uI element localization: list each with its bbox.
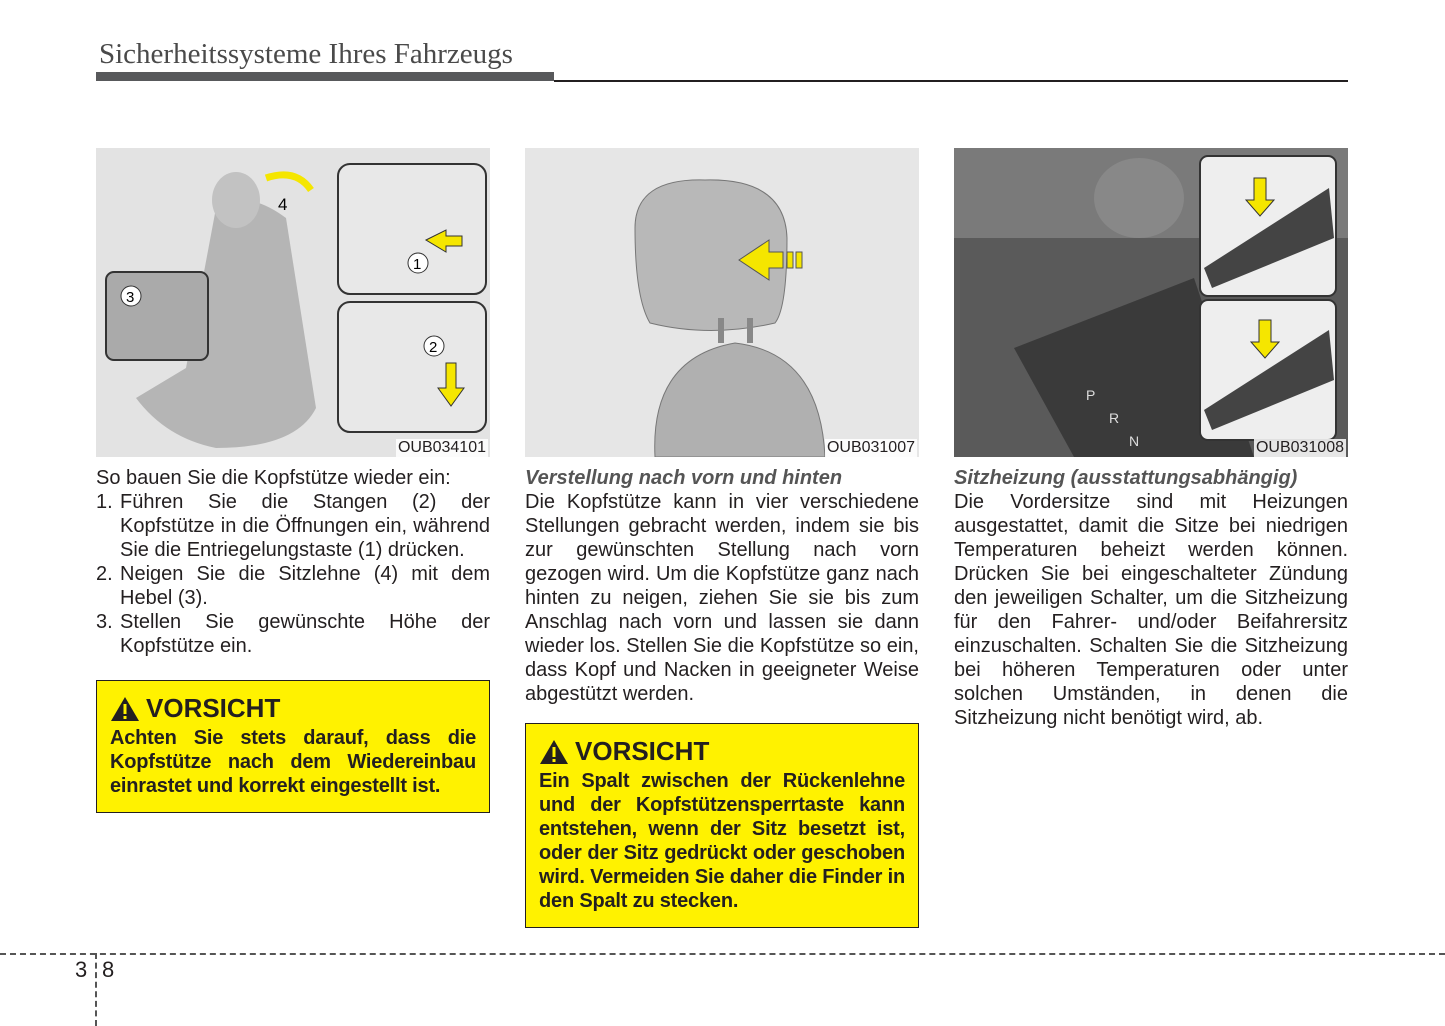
header-bar (96, 72, 554, 81)
steps-list (96, 490, 490, 658)
caution-title: VORSICHT (575, 736, 710, 766)
console-drawing (954, 148, 1348, 457)
gear-label: R (1109, 410, 1120, 426)
section-heading: Verstellung nach vorn und hinten (525, 467, 843, 489)
footer-divider (95, 953, 97, 1026)
column-headrest-adjust (525, 148, 919, 928)
column-headrest-install (96, 148, 490, 813)
headrest-drawing (525, 148, 919, 457)
seat-heater-photo (954, 148, 1348, 457)
header-rule (554, 80, 1348, 82)
headrest-illustration (525, 148, 919, 457)
list-item: 1. Führen Sie die Stangen (2) der Kopfstütze in die Öffnungen ein, während Sie die Entriegelungstaste (1) drücken. (96, 491, 490, 561)
callout-4: 4 (278, 195, 288, 214)
body-text: Die Vordersitze sind mit Heizungen ausgestattet, damit die Sitze bei niedrigen Temperaturen beheizt werden können. Drücken Sie bei eingeschalteter Zündung den jeweiligen Schalter, um die Sitzheizung für den Fahrer- und/oder Beifahrersitz einzuschalten. Schalten Sie die Sitzheizung bei höheren Temperaturen oder unter solchen Umständen, in denen die Sitzheizung nicht benötigt wird, ab. (954, 491, 1348, 729)
warning-icon (539, 739, 569, 765)
caution-title: VORSICHT (146, 693, 281, 723)
section-title: Sicherheitssysteme Ihres Fahrzeugs (99, 38, 513, 70)
caution-box (96, 680, 490, 813)
callout-2: 2 (429, 339, 438, 356)
callout-3: 3 (126, 289, 135, 306)
warning-icon (110, 696, 140, 722)
caution-text: Achten Sie stets darauf, dass die Kopfstütze nach dem Wiedereinbau einrastet und korrekt eingestellt ist. (110, 727, 476, 797)
intro-text: So bauen Sie die Kopfstütze wieder ein: (96, 467, 451, 489)
caution-text: Ein Spalt zwischen der Rückenlehne und der Kopfstützensperrtaste kann entstehen, wenn der Sitz besetzt ist, oder der Sitz gedrückt oder geschoben wird. Vermeiden Sie daher die Finder in den Spalt zu stecken. (539, 770, 905, 912)
section-heading: Sitzheizung (ausstattungsabhängig) (954, 467, 1298, 489)
caution-box (525, 723, 919, 928)
column-seat-heating (954, 148, 1348, 730)
image-code: OUB031008 (1255, 439, 1344, 456)
gear-label: P (1086, 387, 1096, 403)
list-item: 3. Stellen Sie gewünschte Höhe der Kopfstütze ein. (96, 611, 490, 657)
gear-label: N (1129, 433, 1140, 449)
body-text: Die Kopfstütze kann in vier verschiedene Stellungen gebracht werden, indem sie bis zur gewünschten Stellung nach vorn gezogen wird. Um die Kopfstütze ganz nach hinten zu neigen, ziehen Sie sie bis zum Anschlag nach vorn und lassen sie dann wieder los. Stellen Sie die Kopfstütze so ein, dass Kopf und Nacken in geeigneter Weise abgestützt werden. (525, 491, 919, 705)
footer-rule (0, 953, 1445, 955)
list-item: 2. Neigen Sie die Sitzlehne (4) mit dem Hebel (3). (96, 563, 490, 609)
seat-illustration (96, 148, 490, 457)
image-code: OUB034101 (397, 439, 486, 456)
seat-drawing (96, 148, 490, 457)
chapter-number: 3 (75, 957, 88, 982)
page-number: 8 (102, 957, 115, 982)
image-code: OUB031007 (826, 439, 915, 456)
callout-1: 1 (413, 256, 422, 273)
